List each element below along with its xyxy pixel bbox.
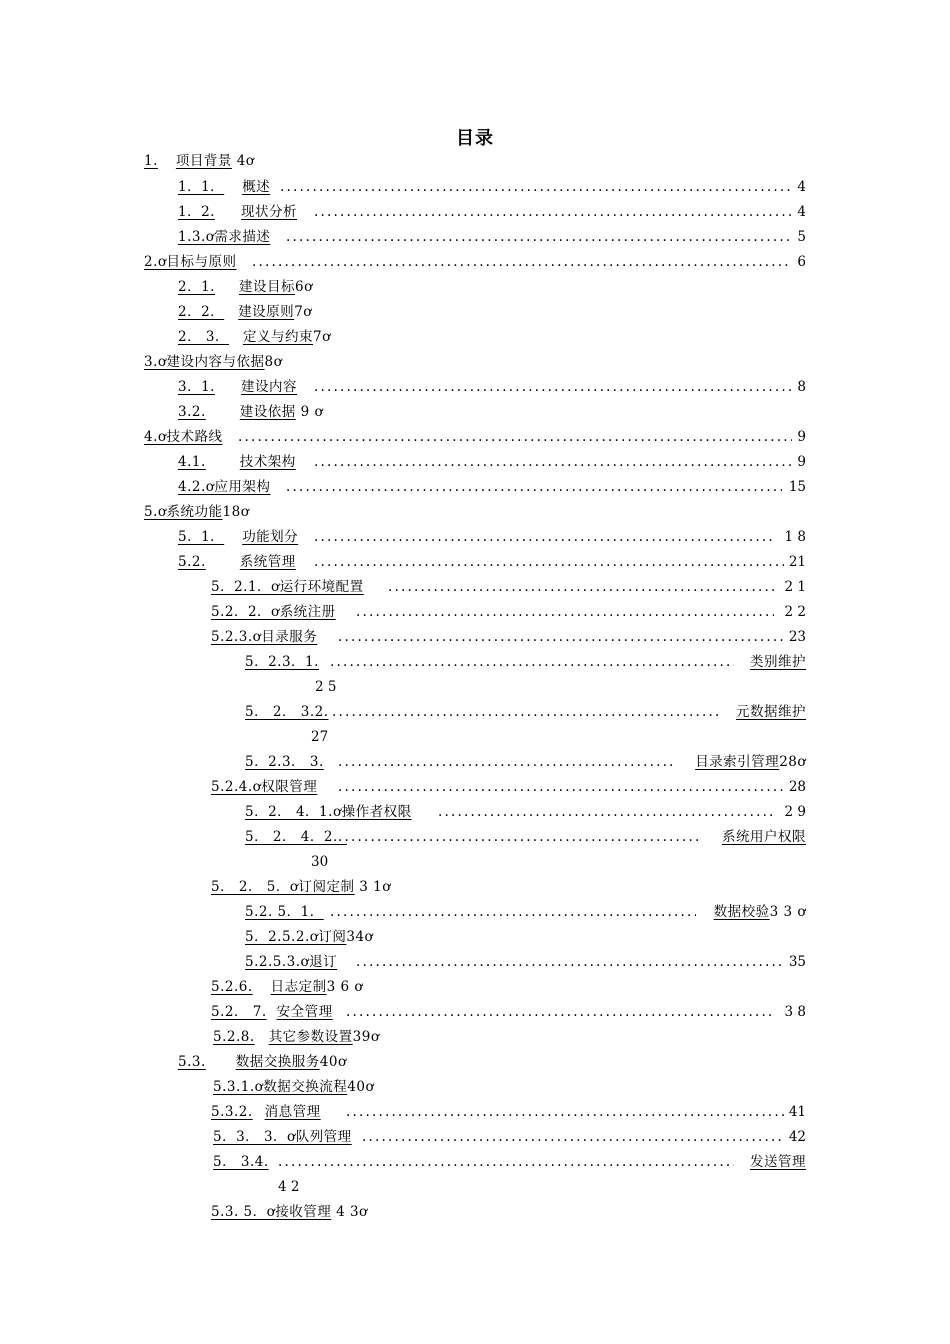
toc-title: 技术路线	[166, 429, 223, 445]
toc-number: 5． 3.4.	[213, 1154, 269, 1170]
toc-page: 40ơ	[347, 1079, 375, 1095]
toc-number: 5.3.	[178, 1054, 206, 1070]
toc-title: 操作者权限	[341, 804, 412, 820]
toc-leader	[356, 952, 784, 972]
toc-page: 15	[788, 479, 806, 495]
toc-title: 其它参数设置	[268, 1029, 353, 1045]
toc-entry[interactable]	[178, 402, 323, 422]
toc-leader	[332, 702, 720, 722]
toc-page: 28ơ	[779, 754, 806, 770]
toc-number: 1.	[144, 153, 158, 169]
toc-title: 目录索引管理	[695, 754, 780, 770]
toc-page: 34ơ	[346, 929, 374, 945]
toc-number: 5.3.1.ơ	[213, 1079, 264, 1095]
toc-number: 2.ơ	[144, 254, 167, 270]
toc-page: 23	[788, 629, 806, 645]
toc-number: 3.ơ	[144, 354, 167, 370]
toc-page: 4ơ	[236, 153, 255, 169]
toc-title: 功能划分	[242, 529, 299, 545]
toc-page: 27	[311, 729, 329, 745]
toc-number: 5.2.5.3.ơ	[245, 954, 310, 970]
toc-leader	[314, 452, 792, 472]
toc-title: 数据校验	[713, 904, 770, 920]
toc-number: 5.2． 7.	[211, 1004, 267, 1020]
toc-number: 5．2． 4．1.ơ	[245, 804, 342, 820]
toc-number: 5．3． 3．ơ	[213, 1129, 296, 1145]
toc-leader	[314, 377, 792, 397]
toc-leader	[314, 552, 784, 572]
toc-page: 2 1	[784, 579, 806, 595]
toc-title: 消息管理	[264, 1104, 321, 1120]
toc-entry[interactable]	[211, 602, 336, 622]
toc-number: 5.3. 5．ơ	[211, 1204, 276, 1220]
toc-title: 订阅	[318, 929, 347, 945]
toc-entry[interactable]	[211, 1002, 333, 1022]
toc-page: 4 2	[278, 1179, 300, 1195]
toc-leader	[330, 652, 734, 672]
toc-entry[interactable]	[213, 1152, 269, 1172]
toc-entry[interactable]	[245, 827, 347, 847]
toc-page: 7ơ	[312, 329, 331, 345]
toc-title: 队列管理	[295, 1129, 352, 1145]
toc-number: 1.3.ơ	[178, 229, 215, 245]
toc-entry[interactable]	[178, 552, 296, 572]
toc-page: 41	[788, 1104, 806, 1120]
toc-page: 28	[788, 779, 806, 795]
toc-leader	[330, 902, 696, 922]
toc-number: 5.2.6.	[211, 979, 253, 995]
toc-title: 系统注册	[279, 604, 336, 620]
toc-title: 建设内容	[240, 379, 297, 395]
toc-title: 应用架构	[214, 479, 271, 495]
toc-number: 5．1．	[178, 529, 225, 545]
toc-entry[interactable]	[211, 777, 317, 797]
toc-leader	[286, 477, 782, 497]
toc-entry[interactable]	[178, 1052, 347, 1072]
toc-entry[interactable]	[245, 702, 329, 722]
toc-entry[interactable]	[178, 277, 313, 297]
toc-title: 目标与原则	[166, 254, 237, 270]
toc-title-right[interactable]	[695, 752, 806, 772]
toc-page: 3 6 ơ	[326, 979, 364, 995]
toc-title: 建设内容与依据	[166, 354, 265, 370]
toc-entry[interactable]	[144, 352, 282, 372]
toc-title: 运行环境配置	[279, 579, 364, 595]
toc-page: 8	[797, 379, 806, 395]
toc-entry[interactable]	[245, 752, 324, 772]
toc-number: 3．1.	[178, 379, 215, 395]
toc-title: 系统功能	[166, 504, 223, 520]
toc-number: 5．2.3．1.	[245, 654, 319, 670]
toc-leader	[278, 1152, 734, 1172]
toc-page: 39ơ	[352, 1029, 380, 1045]
toc-page: 9	[797, 429, 806, 445]
toc-page: 1 8	[784, 529, 806, 545]
toc-title: 接收管理	[275, 1204, 332, 1220]
toc-entry[interactable]	[211, 1102, 321, 1122]
toc-page: 42	[788, 1129, 806, 1145]
toc-number: 5．2.5.2.ơ	[245, 929, 319, 945]
toc-leader	[338, 752, 672, 772]
toc-entry[interactable]	[245, 902, 324, 922]
toc-page: 3 8	[784, 1004, 806, 1020]
toc-entry[interactable]	[211, 627, 317, 647]
toc-leader	[280, 177, 792, 197]
toc-entry[interactable]	[245, 952, 337, 972]
toc-title: 退订	[309, 954, 338, 970]
toc-number: 5.3.2.	[211, 1104, 253, 1120]
toc-title: 订阅定制	[298, 879, 355, 895]
toc-number: 5.2.8.	[213, 1029, 255, 1045]
toc-entry[interactable]	[178, 452, 296, 472]
toc-number: 5.2.	[178, 554, 206, 570]
toc-entry[interactable]	[178, 527, 298, 547]
toc-entry[interactable]	[144, 151, 254, 171]
toc-entry[interactable]	[178, 227, 270, 247]
toc-title: 数据交换流程	[263, 1079, 348, 1095]
toc-number: 1．1．	[178, 179, 225, 195]
toc-entry[interactable]	[213, 1127, 352, 1147]
toc-title: 建设目标	[238, 279, 295, 295]
toc-title: 建设依据	[239, 404, 296, 420]
toc-entry[interactable]	[178, 377, 297, 397]
toc-page: 4	[797, 204, 806, 220]
toc-title: 需求描述	[214, 229, 271, 245]
toc-page: 5	[797, 229, 806, 245]
toc-title: 安全管理	[276, 1004, 333, 1020]
toc-entry[interactable]	[245, 802, 412, 822]
toc-leader	[338, 627, 784, 647]
toc-title: 日志定制	[270, 979, 327, 995]
toc-number: 3.2.	[178, 404, 206, 420]
toc-number: 4.2.ơ	[178, 479, 215, 495]
toc-entry[interactable]	[178, 202, 297, 222]
toc-leader	[252, 252, 792, 272]
toc-title: 概述	[242, 179, 271, 195]
toc-entry[interactable]	[144, 252, 237, 272]
toc-title-right[interactable]	[750, 652, 806, 672]
toc-page: 3 3 ơ	[769, 904, 806, 920]
toc-number: 2． 3．	[178, 329, 229, 345]
toc-entry[interactable]	[211, 877, 391, 897]
toc-leader	[438, 802, 772, 822]
toc-leader	[314, 202, 792, 222]
toc-page: 40ơ	[319, 1054, 347, 1070]
toc-entry[interactable]	[213, 1077, 374, 1097]
toc-title: 元数据维护	[736, 704, 806, 720]
toc-number: 5.2．2．ơ	[211, 604, 280, 620]
toc-number: 2．2．	[178, 304, 225, 320]
toc-number: 5.2. 5．1．	[245, 904, 324, 920]
toc-page: 4 3ơ	[336, 1204, 368, 1220]
toc-number: 5．2.3． 3.	[245, 754, 324, 770]
toc-title: 目录服务	[261, 629, 318, 645]
toc-number: 2．1.	[178, 279, 215, 295]
toc-entry[interactable]	[178, 177, 270, 197]
toc-title: 建设原则	[238, 304, 295, 320]
toc-title: 项目背景	[175, 153, 232, 169]
toc-entry[interactable]	[178, 302, 312, 322]
toc-entry[interactable]	[245, 927, 373, 947]
toc-leader	[346, 1102, 784, 1122]
toc-title: 现状分析	[240, 204, 297, 220]
toc-title: 权限管理	[261, 779, 318, 795]
toc-page: 6	[797, 254, 806, 270]
toc-leader	[238, 427, 792, 447]
toc-title: 系统用户权限	[722, 829, 806, 845]
toc-entry[interactable]	[178, 327, 331, 347]
toc-page: 2 9	[784, 804, 806, 820]
toc-number: 5． 2． 5．ơ	[211, 879, 299, 895]
toc-leader	[346, 1002, 772, 1022]
toc-entry[interactable]	[178, 477, 270, 497]
toc-title: 数据交换服务	[235, 1054, 320, 1070]
toc-entry[interactable]	[213, 1027, 379, 1047]
toc-page: 2 2	[784, 604, 806, 620]
toc-page: 18ơ	[222, 504, 250, 520]
toc-title-right[interactable]	[736, 702, 806, 722]
toc-leader	[338, 777, 784, 797]
toc-number: 5.ơ	[144, 504, 167, 520]
toc-title-right[interactable]	[714, 902, 806, 922]
toc-page: 2 5	[315, 679, 337, 695]
toc-title: 技术架构	[239, 454, 296, 470]
toc-number: 5.2.4.ơ	[211, 779, 262, 795]
toc-page: 9 ơ	[300, 404, 324, 420]
toc-leader	[362, 1127, 784, 1147]
toc-page: 8ơ	[264, 354, 283, 370]
toc-number: 5． 2． 4．2．	[245, 829, 347, 845]
toc-leader	[286, 227, 792, 247]
toc-entry[interactable]	[211, 1202, 368, 1222]
toc-leader	[356, 602, 774, 622]
toc-number: 1．2.	[178, 204, 215, 220]
toc-entry[interactable]	[245, 652, 319, 672]
toc-leader	[388, 577, 776, 597]
toc-leader	[338, 827, 702, 847]
toc-entry[interactable]	[144, 427, 223, 447]
toc-page: 3 1ơ	[359, 879, 391, 895]
toc-title-right[interactable]	[722, 827, 806, 847]
toc-page: 30	[311, 854, 329, 870]
toc-number: 4.1.	[178, 454, 206, 470]
toc-title: 发送管理	[750, 1154, 806, 1170]
toc-entry[interactable]	[144, 502, 249, 522]
toc-number: 5． 2． 3.2.	[245, 704, 329, 720]
toc-page: 9	[797, 454, 806, 470]
toc-entry[interactable]	[211, 977, 363, 997]
toc-page: 4	[797, 179, 806, 195]
toc-number: 4.ơ	[144, 429, 167, 445]
toc-page: 21	[788, 554, 806, 570]
toc-title: 定义与约束	[242, 329, 313, 345]
toc-number: 5.2.3.ơ	[211, 629, 262, 645]
toc-leader	[314, 527, 774, 547]
toc-number: 5．2.1．ơ	[211, 579, 280, 595]
toc-page: 35	[788, 954, 806, 970]
toc-title: 类别维护	[750, 654, 806, 670]
toc-title-right[interactable]	[750, 1152, 806, 1172]
toc-page: 7ơ	[294, 304, 312, 320]
page-title: 目录	[456, 128, 494, 149]
toc-title: 系统管理	[239, 554, 296, 570]
toc-page: 6ơ	[294, 279, 313, 295]
toc-entry[interactable]	[211, 577, 364, 597]
